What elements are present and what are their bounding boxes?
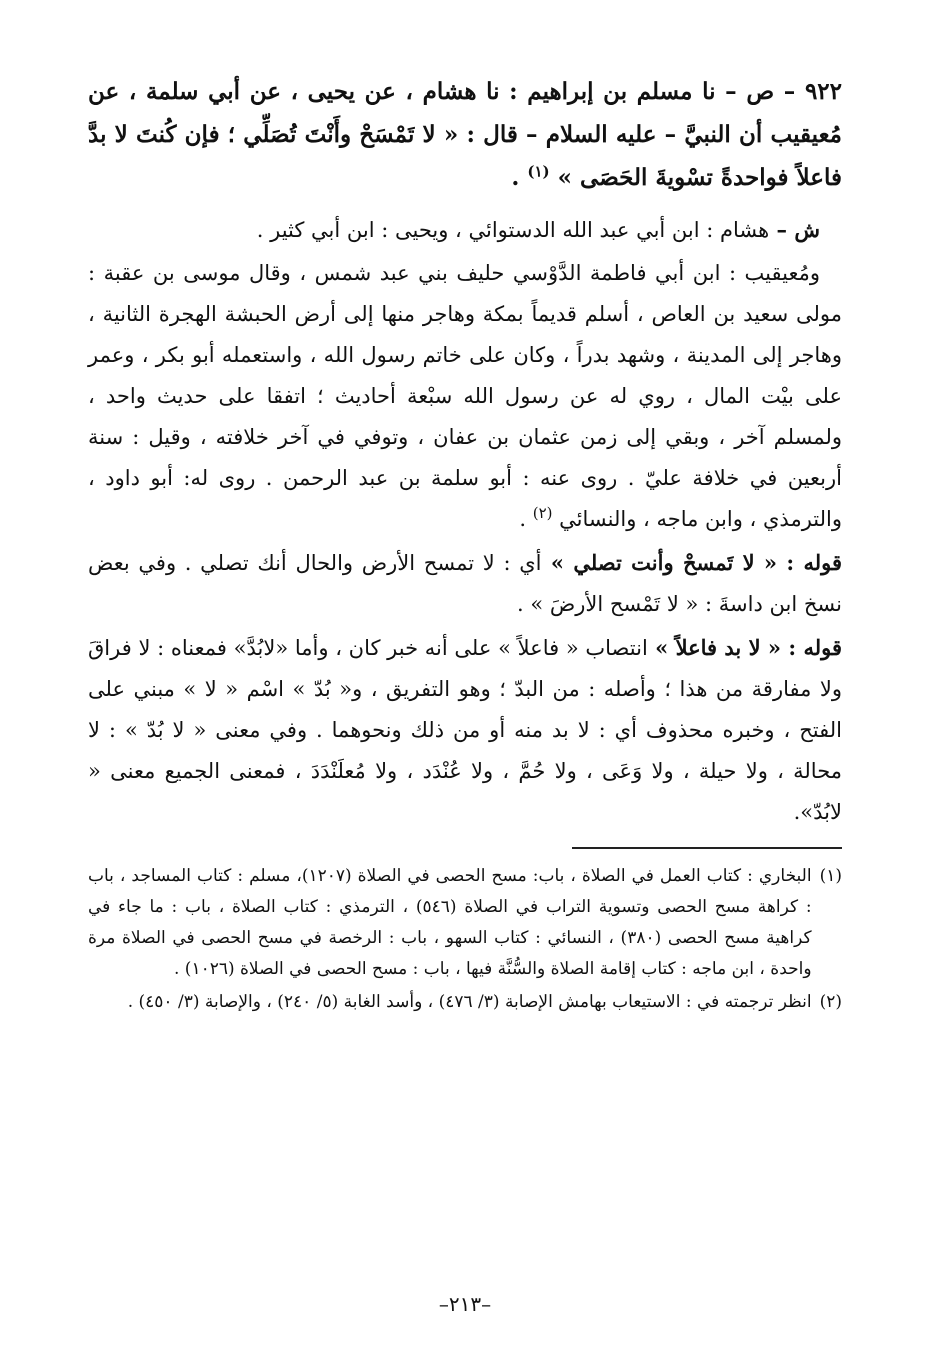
paragraph-end: . xyxy=(519,507,533,531)
paragraph-lead: قوله : « لا تَمسحْ وأنت تصلي » xyxy=(541,550,842,575)
paragraph-text: انتصاب « فاعلاً » على أنه خبر كان ، وأما «لابُدَّ» فمعناه : لا فراقَ ولا مفارقة من هذا ؛ وأصله : من البدّ ؛ وهو التفريق ، و« بُدّ » اسْم « لا » مبني على الفتح ، وخبره محذوف أي : لا بد منه أو من ذلك ونحوهما . وفي معنى « لا بُدّ » : لا محالة ، ولا حيلة ، ولا وَعَى ، ولا حُمَّ ، ولا عُنْدَد ، ولا مُعلَنْدَدَ ، فمعنى الجميع معنى « لابُدّ». xyxy=(88,636,842,824)
hadith-end: . xyxy=(511,164,528,191)
footnote-number: (١) xyxy=(819,866,842,886)
footnote xyxy=(88,861,842,985)
footnote-divider xyxy=(572,847,842,849)
commentary-paragraph xyxy=(88,627,842,833)
commentary-paragraph xyxy=(88,253,842,540)
footnotes xyxy=(88,861,842,1018)
paragraph-lead: قوله : « لا بد فاعلاً » xyxy=(647,635,842,660)
paragraph-text: أي : لا تمسح الأرض والحال أنك تصلي . وفي بعض نسخ ابن داسةَ : « لا تَمْسح الأرضَ » . xyxy=(88,551,842,616)
footnote xyxy=(88,987,842,1018)
hadith-number: ٩٢٢ xyxy=(804,78,842,105)
footnote-reference: (١) xyxy=(527,162,550,181)
commentary-paragraph xyxy=(88,209,842,251)
commentary-paragraph xyxy=(88,542,842,625)
hadith-paragraph xyxy=(88,70,842,199)
footnote-text: البخاري : كتاب العمل في الصلاة ، باب: مسح الحصى في الصلاة (١٢٠٧)، مسلم : كتاب المساجد ، باب : كراهة مسح الحصى وتسوية التراب في الصلاة (٥٤٦) ، الترمذي : كتاب الصلاة ، باب : ما جاء في كراهية مسح الحصى (٣٨٠) ، النسائي : كتاب السهو ، باب : الرخصة في مسح الحصى في الصلاة مرة واحدة ، ابن ماجه : كتاب إقامة الصلاة والسُّنَّة فيها ، باب : مسح الحصى في الصلاة (١٠٢٦) . xyxy=(88,866,812,979)
footnote-text: انظر ترجمته في : الاستيعاب بهامش الإصابة (٣/ ٤٧٦) ، وأسد الغابة (٥/ ٢٤٠) ، والإصابة (٣/ ٤٥٠) . xyxy=(127,992,812,1012)
paragraph-lead: ش – xyxy=(769,217,820,242)
footnote-reference: (٢) xyxy=(532,504,553,522)
hadith-text: – ص – نا مسلم بن إبراهيم : نا هشام ، عن يحيى ، عن أبي سلمة ، عن مُعيقيب أن النبيَّ – عليه السلام – قال : « لا تَمْسَحْ وأَنْتَ تُصَلِّي ؛ فإن كُنتَ لا بدَّ فاعلاً فواحدةً تسْويةَ الحَصَى » xyxy=(88,78,842,191)
footnote-number: (٢) xyxy=(819,992,842,1012)
paragraph-text: ومُعيقيب : ابن أبي فاطمة الدَّوْسي حليف بني عبد شمس ، وقال موسى بن عقبة : مولى سعيد بن العاص ، أسلم قديماً بمكة وهاجر منها إلى أرض الحبشة الهجرة الثانية ، وهاجر إلى المدينة ، وشهد بدراً ، وكان على خاتم رسول الله ، واستعمله أبو بكر ، وعمر على بيْت المال ، روي له عن رسول الله سبْعة أحاديث ؛ اتفقا على حديث واحد ، ولمسلم آخر ، وبقي إلى زمن عثمان بن عفان ، وتوفي في آخر خلافته ، وقيل : سنة أربعين في خلافة عليّ . روى عنه : أبو سلمة بن عبد الرحمن . روى له: أبو داود ، والترمذي ، وابن ماجه ، والنسائي xyxy=(88,261,842,531)
paragraph-text: هشام : ابن أبي عبد الله الدستوائي ، ويحيى : ابن أبي كثير . xyxy=(256,218,770,242)
page-number: –٢١٣– xyxy=(438,1292,492,1316)
